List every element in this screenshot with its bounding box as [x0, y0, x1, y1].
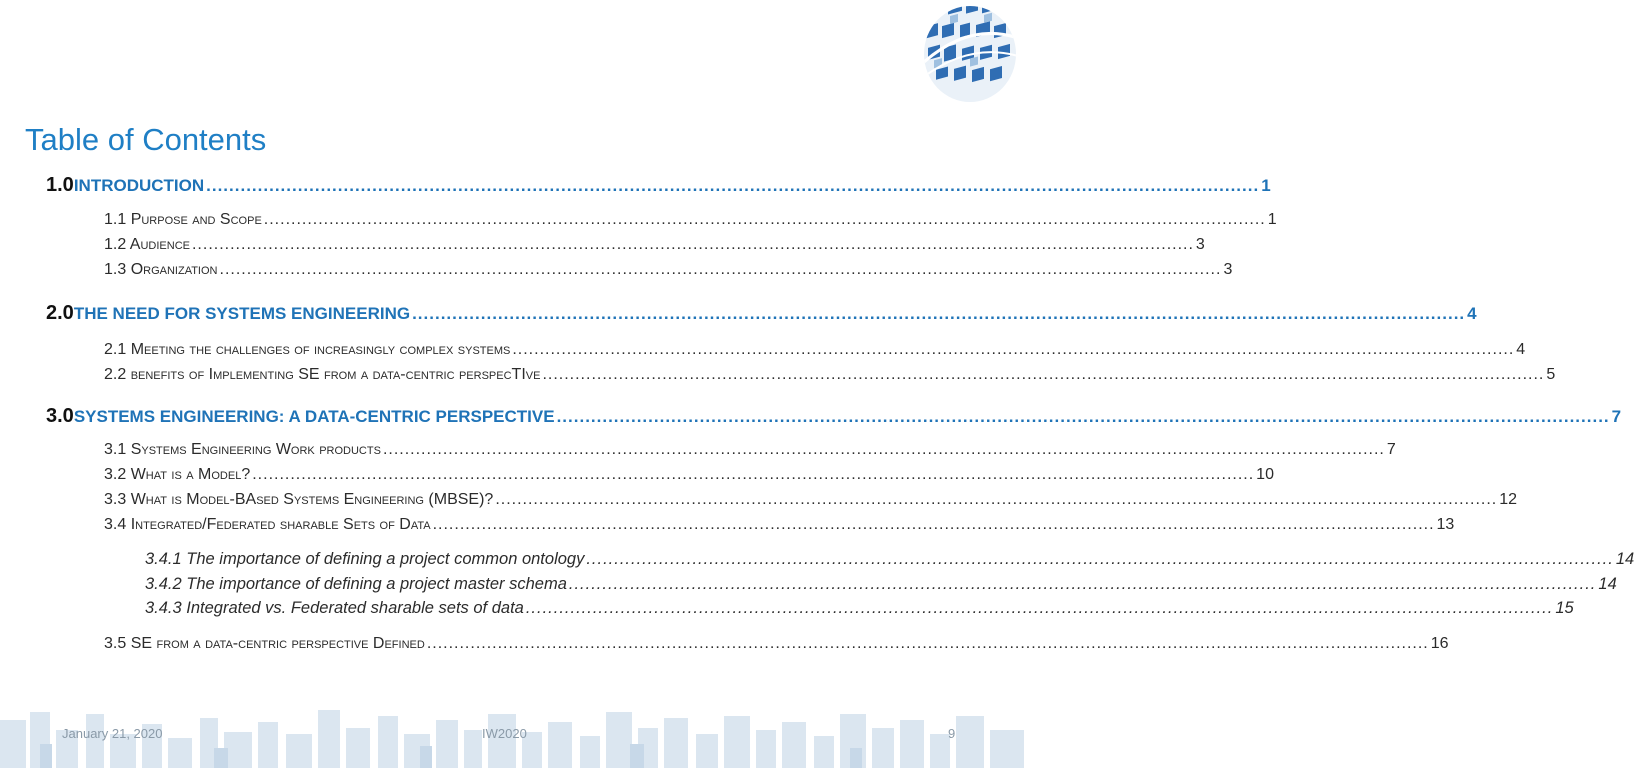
- toc-item-3-5[interactable]: [104, 635, 1449, 653]
- toc-item-3-4-2[interactable]: [145, 575, 1617, 594]
- toc-item-3-3[interactable]: [104, 491, 1518, 509]
- dot-leader: ........................................................................................................................................................................................: [495, 491, 1498, 508]
- dot-leader: ........................................................................................................................................................................................: [512, 341, 1515, 358]
- toc-item-1-2[interactable]: [104, 236, 1205, 254]
- toc-item-label: 3.4.1 The importance of defining a project common ontology: [145, 550, 585, 568]
- toc-page-number: 10: [1256, 466, 1274, 483]
- toc-item-1-3[interactable]: [104, 261, 1233, 279]
- dot-leader: ........................................................................................................................................................................................: [556, 407, 1610, 426]
- dot-leader: ........................................................................................................................................................................................: [263, 211, 1266, 228]
- toc-item-1-1[interactable]: [104, 211, 1277, 229]
- toc-item-label: 1.2 Audience: [104, 236, 190, 253]
- toc-item-label: 3.2 What is a Model?: [104, 466, 251, 483]
- dot-leader: ........................................................................................................................................................................................: [191, 236, 1194, 253]
- dot-leader: ........................................................................................................................................................................................: [206, 176, 1260, 195]
- toc-item-label: 3.4.3 Integrated vs. Federated sharable sets of data: [145, 599, 524, 617]
- toc-page-number: 7: [1611, 407, 1622, 426]
- dot-leader: ........................................................................................................................................................................................: [432, 516, 1435, 533]
- toc-section-label: SYSTEMS ENGINEERING: A DATA-CENTRIC PERSPECTIVE: [73, 407, 555, 426]
- toc-section-label: INTRODUCTION: [73, 176, 205, 195]
- toc-item-label: 3.3 What is Model-BAsed Systems Engineering (MBSE)?: [104, 491, 494, 508]
- toc-section-number: 2.0: [46, 302, 74, 324]
- toc-item-label: 3.4 Integrated/Federated sharable Sets of Data: [104, 516, 431, 533]
- dot-leader: ........................................................................................................................................................................................: [568, 575, 1597, 593]
- dot-leader: ........................................................................................................................................................................................: [382, 441, 1385, 458]
- toc-section-number: 3.0: [46, 405, 74, 427]
- toc-item-label: 3.5 SE from a data-centric perspective Defined: [104, 635, 425, 652]
- toc-item-label: 2.2 benefits of Implementing SE from a data-centric perspecTIve: [104, 366, 541, 383]
- page-title: Table of Contents: [25, 122, 267, 157]
- toc-section-1[interactable]: [46, 174, 1271, 197]
- toc-item-label: 2.1 Meeting the challenges of increasingly complex systems: [104, 341, 511, 358]
- toc-item-label: 1.3 Organization: [104, 261, 218, 278]
- toc-page-number: 13: [1436, 516, 1455, 533]
- toc-page-number: 4: [1516, 341, 1526, 358]
- toc-page-number: 15: [1555, 599, 1574, 617]
- dot-leader: ........................................................................................................................................................................................: [219, 261, 1222, 278]
- toc-page-number: 14: [1598, 575, 1617, 593]
- toc-page-number: 4: [1467, 304, 1477, 323]
- toc-item-2-2[interactable]: [104, 366, 1556, 384]
- toc-item-2-1[interactable]: [104, 341, 1526, 359]
- footer-page-number: 9: [948, 726, 956, 741]
- dot-leader: ........................................................................................................................................................................................: [426, 635, 1429, 652]
- toc-item-label: 3.4.2 The importance of defining a project master schema: [145, 575, 567, 593]
- toc-page-number: 5: [1546, 366, 1556, 383]
- toc-page-number: 1: [1261, 176, 1271, 195]
- dot-leader: ........................................................................................................................................................................................: [412, 304, 1466, 323]
- toc-page-number: 1: [1267, 211, 1277, 228]
- toc-item-label: 3.1 Systems Engineering Work products: [104, 441, 381, 458]
- dot-leader: ........................................................................................................................................................................................: [542, 366, 1545, 383]
- toc-item-label: 1.1 Purpose and Scope: [104, 211, 262, 228]
- toc-page-number: 7: [1386, 441, 1396, 458]
- toc-section-2[interactable]: [46, 302, 1477, 325]
- dot-leader: ........................................................................................................................................................................................: [525, 599, 1554, 617]
- footer-date: January 21, 2020: [62, 726, 163, 741]
- toc-page-number: 16: [1430, 635, 1449, 652]
- toc-section-3[interactable]: [46, 405, 1622, 428]
- dot-leader: ........................................................................................................................................................................................: [252, 466, 1255, 483]
- toc-item-3-4[interactable]: [104, 516, 1455, 534]
- toc-page-number: 14: [1615, 550, 1634, 568]
- toc-page-number: 12: [1499, 491, 1518, 508]
- toc-item-3-1[interactable]: [104, 441, 1396, 459]
- toc-section-label: THE NEED FOR SYSTEMS ENGINEERING: [73, 304, 411, 323]
- dot-leader: ........................................................................................................................................................................................: [586, 550, 1614, 568]
- toc-page-number: 3: [1223, 261, 1233, 278]
- toc-item-3-2[interactable]: [104, 466, 1274, 484]
- toc-page-number: 3: [1195, 236, 1205, 253]
- toc-item-3-4-1[interactable]: [145, 550, 1634, 569]
- toc-item-3-4-3[interactable]: [145, 599, 1574, 618]
- toc-section-number: 1.0: [46, 174, 74, 196]
- footer-event: IW2020: [482, 726, 527, 741]
